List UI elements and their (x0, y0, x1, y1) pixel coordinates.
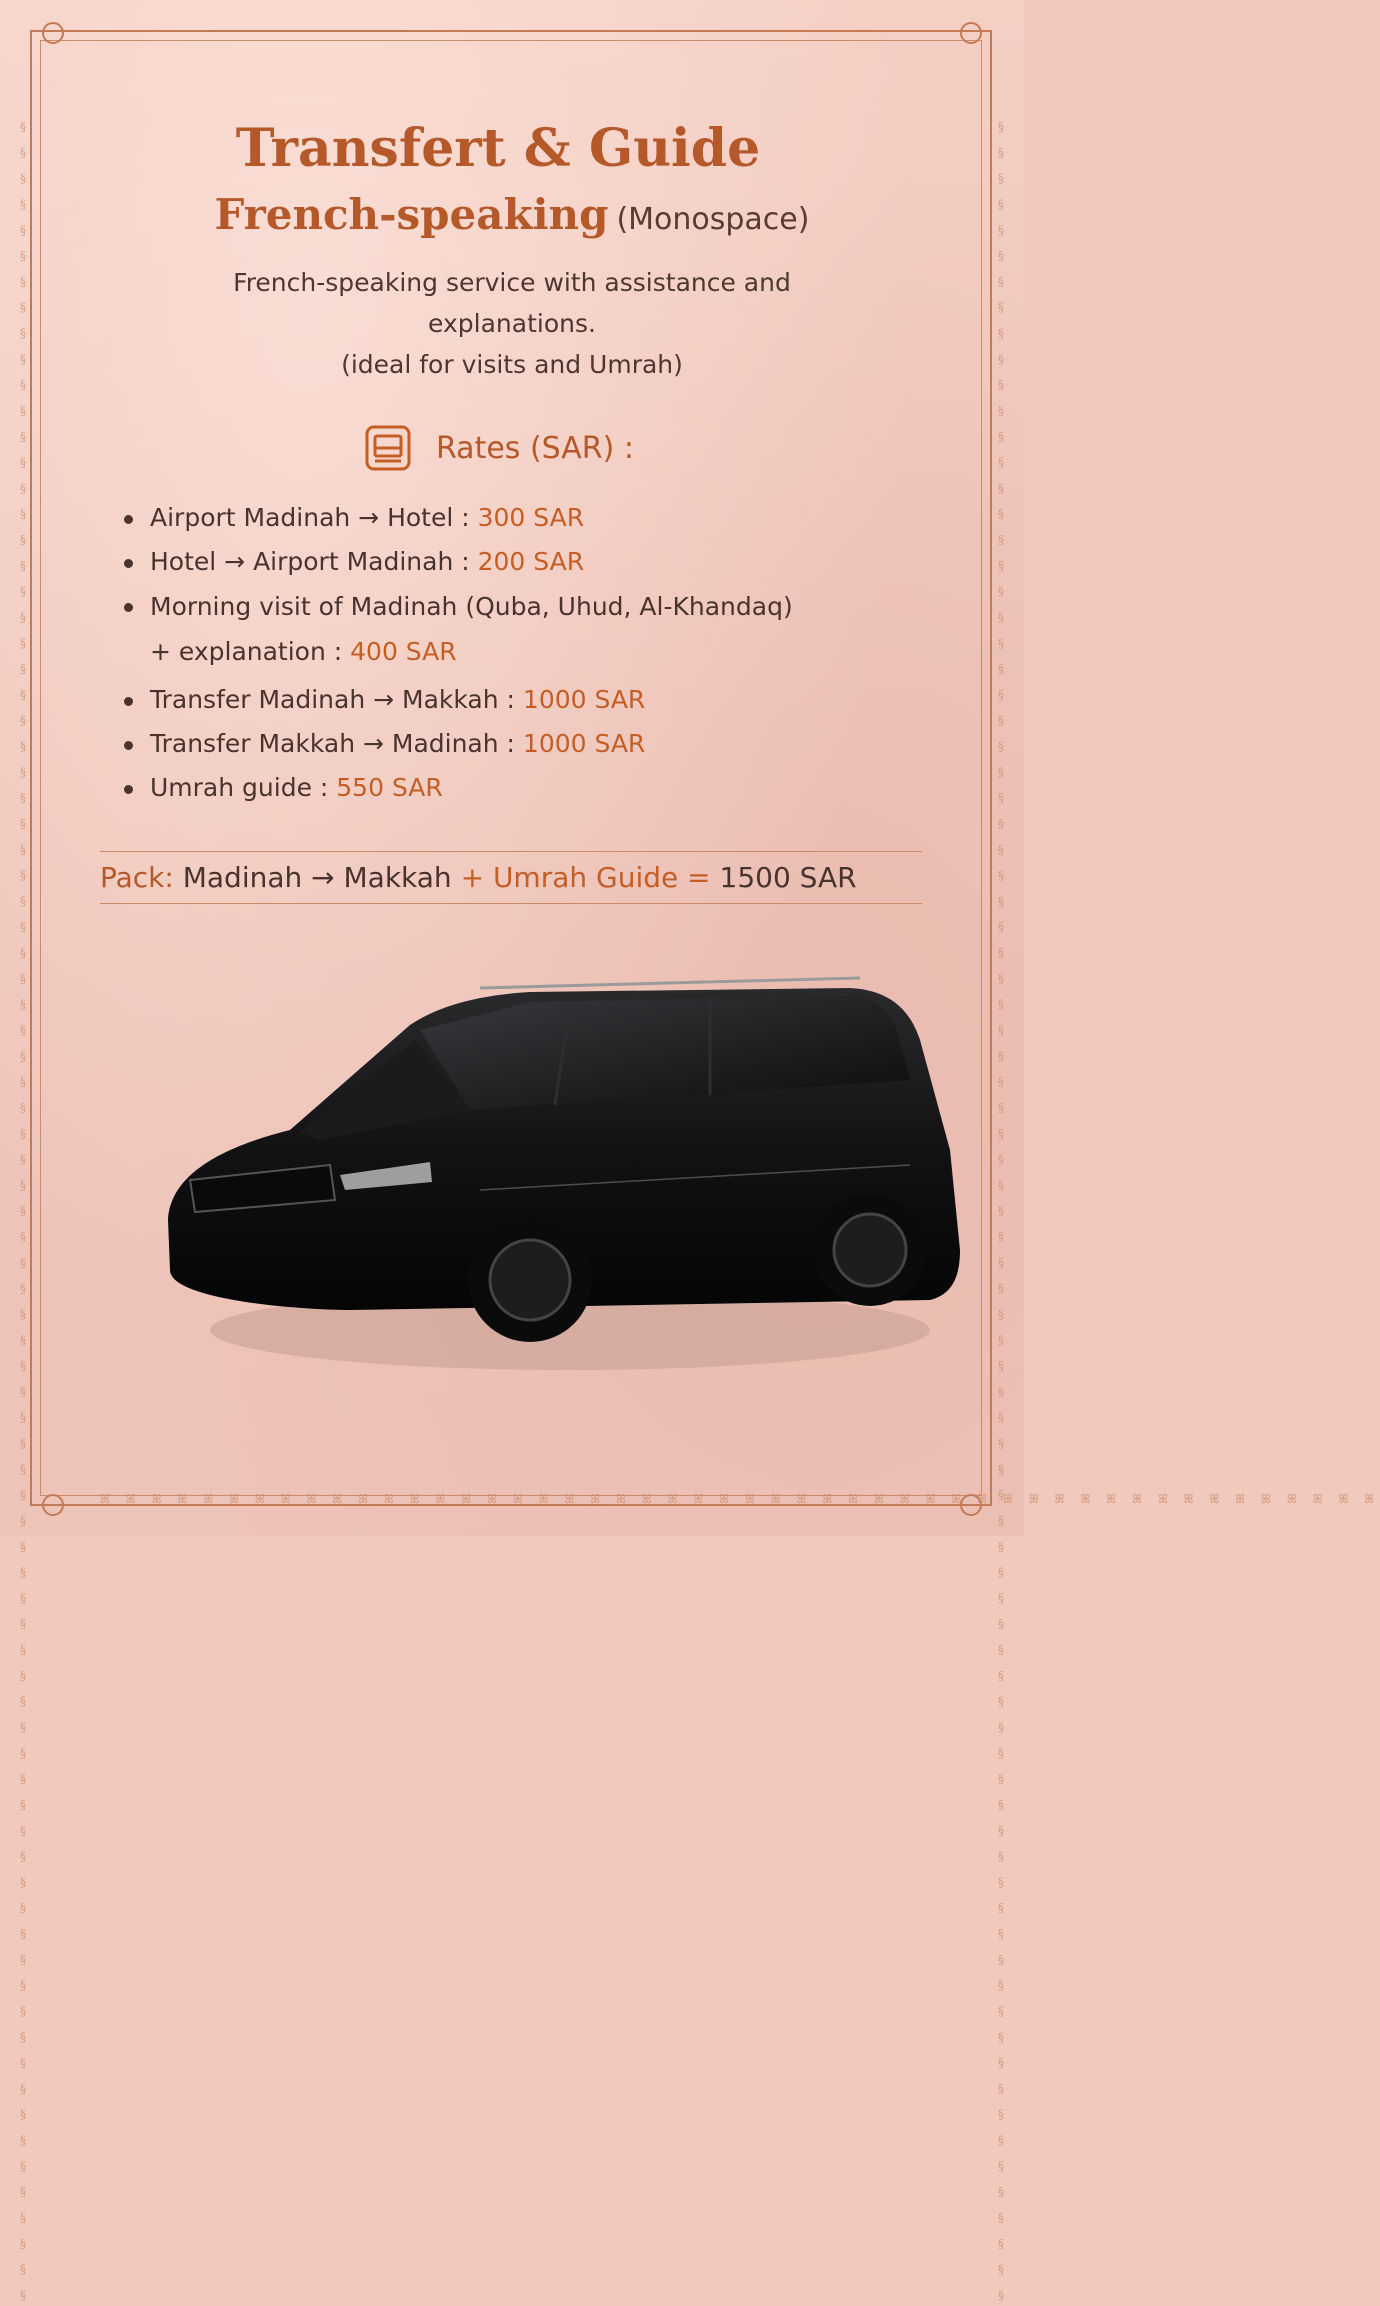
price-label: Morning visit of Madinah (Quba, Uhud, Al-Khandaq) (150, 592, 793, 621)
price-label: Umrah guide : (150, 773, 337, 802)
list-item (120, 678, 880, 722)
pack-offer (100, 851, 922, 904)
bullet-icon (124, 741, 133, 750)
bullet-icon (124, 697, 133, 706)
price-amount: 200 SAR (477, 547, 585, 576)
pack-route: Madinah → Makkah (173, 861, 461, 894)
corner-ornament-icon (42, 22, 64, 44)
list-item (120, 766, 880, 810)
price-amount: 1000 SAR (522, 729, 646, 758)
price-label: Airport Madinah → Hotel : (150, 503, 478, 532)
bullet-icon (124, 785, 133, 794)
ornament-border-bottom: ꕤ ꕤ ꕤ ꕤ ꕤ ꕤ ꕤ ꕤ ꕤ ꕤ ꕤ ꕤ ꕤ ꕤ ꕤ ꕤ ꕤ ꕤ ꕤ ꕤ ꕤ ꕤ ꕤ ꕤ ꕤ ꕤ ꕤ ꕤ ꕤ ꕤ ꕤ ꕤ ꕤ ꕤ ꕤ ꕤ ꕤ ꕤ ꕤ ꕤ ꕤ ꕤ ꕤ ꕤ ꕤ ꕤ ꕤ ꕤ ꕤ ꕤ (100, 1492, 1380, 1506)
price-label: Transfer Makkah → Madinah : (150, 729, 523, 758)
vehicle-image (150, 950, 970, 1420)
service-description (160, 262, 864, 385)
bullet-icon (124, 515, 133, 524)
rates-heading (364, 424, 634, 472)
price-amount: 550 SAR (336, 773, 443, 802)
price-label-continued: + explanation : (150, 637, 351, 666)
rates-label: Rates (SAR) : (436, 430, 634, 466)
subtitle-vehicle-type: (Monospace) (616, 202, 810, 237)
price-list (120, 496, 880, 810)
description-line-1: French-speaking service with assistance and explanations. (233, 268, 791, 338)
page-title: Transfert & Guide (235, 118, 761, 179)
price-tag-icon (364, 424, 412, 472)
subtitle-main: French-speaking (214, 190, 609, 239)
list-item (120, 540, 880, 584)
list-item (120, 584, 880, 674)
corner-ornament-icon (960, 22, 982, 44)
description-line-2: (ideal for visits and Umrah) (341, 350, 683, 379)
price-amount: 1000 SAR (522, 685, 646, 714)
list-item (120, 722, 880, 766)
price-label: Hotel → Airport Madinah : (150, 547, 478, 576)
ornament-border-left: § § § § § § § § § § § § § § § § § § § § § § § § § § § § § § § § § § § § § § § § § § § § § § § § § § § § § § § § § § § § § § § § § § § § § § § § § § § § § § § § § § § § § (16, 120, 30, 2306)
price-label: Transfer Madinah → Makkah : (150, 685, 523, 714)
pack-lead: Pack: (100, 861, 174, 894)
price-amount: 300 SAR (477, 503, 585, 532)
bullet-icon (124, 603, 133, 612)
pack-addon: + Umrah Guide = (460, 861, 711, 894)
pack-total: 1500 SAR (710, 861, 857, 894)
ornament-border-right: § § § § § § § § § § § § § § § § § § § § § § § § § § § § § § § § § § § § § § § § § § § § § § § § § § § § § § § § § § § § § § § § § § § § § § § § § § § § § § § § § § § § § (994, 120, 1008, 2306)
subtitle (0, 190, 1024, 239)
bullet-icon (124, 559, 133, 568)
corner-ornament-icon (42, 1494, 64, 1516)
price-amount: 400 SAR (350, 637, 457, 666)
list-item (120, 496, 880, 540)
